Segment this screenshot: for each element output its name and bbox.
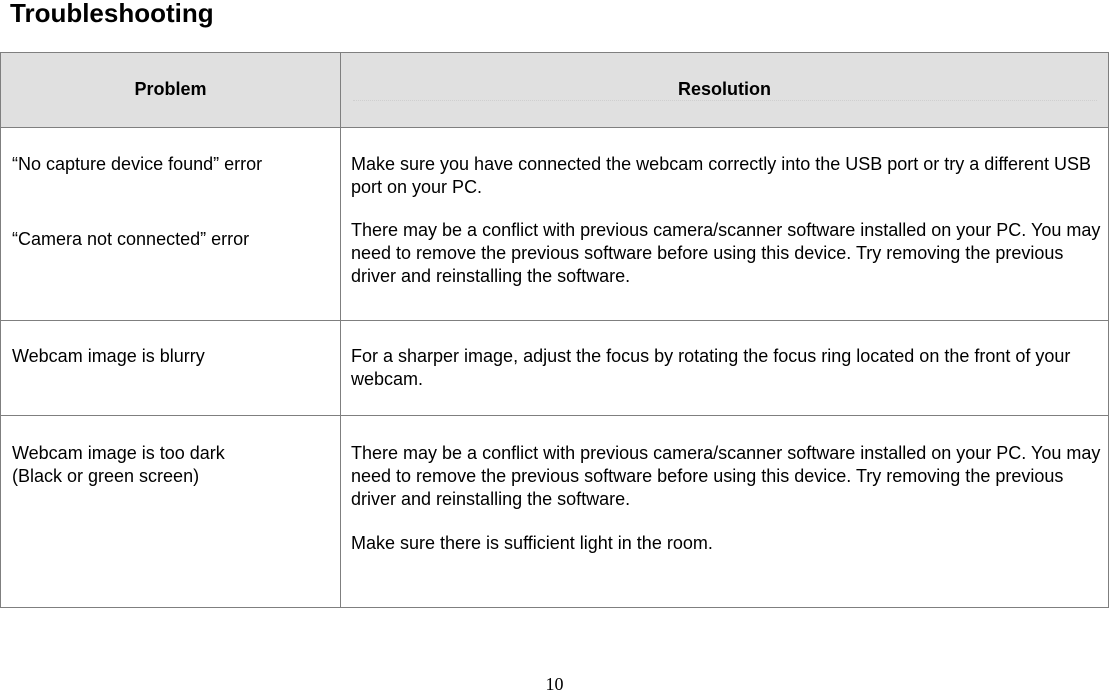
resolution-text: There may be a conflict with previous camera/scanner software installed on your PC. You may need to remove the previous software before using this device. Try removing the previous driver and reinstalling the software.: [351, 443, 1101, 509]
table-row: [1, 128, 1109, 321]
problem-text: Webcam image is blurry: [12, 346, 205, 366]
header-divider: [353, 100, 1097, 101]
problem-text: “Camera not connected” error: [12, 229, 250, 249]
resolution-cell: [341, 128, 1109, 321]
table-row: [1, 321, 1109, 416]
problem-cell: [1, 128, 341, 321]
header-resolution: [341, 53, 1109, 128]
table-header-row: [1, 53, 1109, 128]
problem-cell: [1, 416, 341, 608]
resolution-text: Make sure you have connected the webcam correctly into the USB port or try a different USB port on your PC.: [351, 154, 1092, 197]
troubleshooting-table: [0, 52, 1109, 608]
problem-text: (Black or green screen): [12, 466, 200, 486]
resolution-text: Make sure there is sufficient light in the room.: [351, 533, 713, 553]
table-row: [1, 416, 1109, 608]
resolution-text: For a sharper image, adjust the focus by rotating the focus ring located on the front of your webcam.: [351, 346, 1071, 389]
problem-cell: [1, 321, 341, 416]
header-problem: Problem: [1, 53, 341, 128]
problem-text: “No capture device found” error: [12, 154, 263, 174]
resolution-cell: [341, 416, 1109, 608]
problem-text: Webcam image is too dark: [12, 443, 225, 463]
resolution-text: There may be a conflict with previous camera/scanner software installed on your PC. You may need to remove the previous software before using this device. Try removing the previous driver and reinstalling the software.: [351, 220, 1101, 286]
header-resolution-label: Resolution: [678, 78, 771, 99]
resolution-cell: [341, 321, 1109, 416]
page-title: Troubleshooting: [10, 0, 214, 28]
page-number: 10: [545, 674, 564, 694]
